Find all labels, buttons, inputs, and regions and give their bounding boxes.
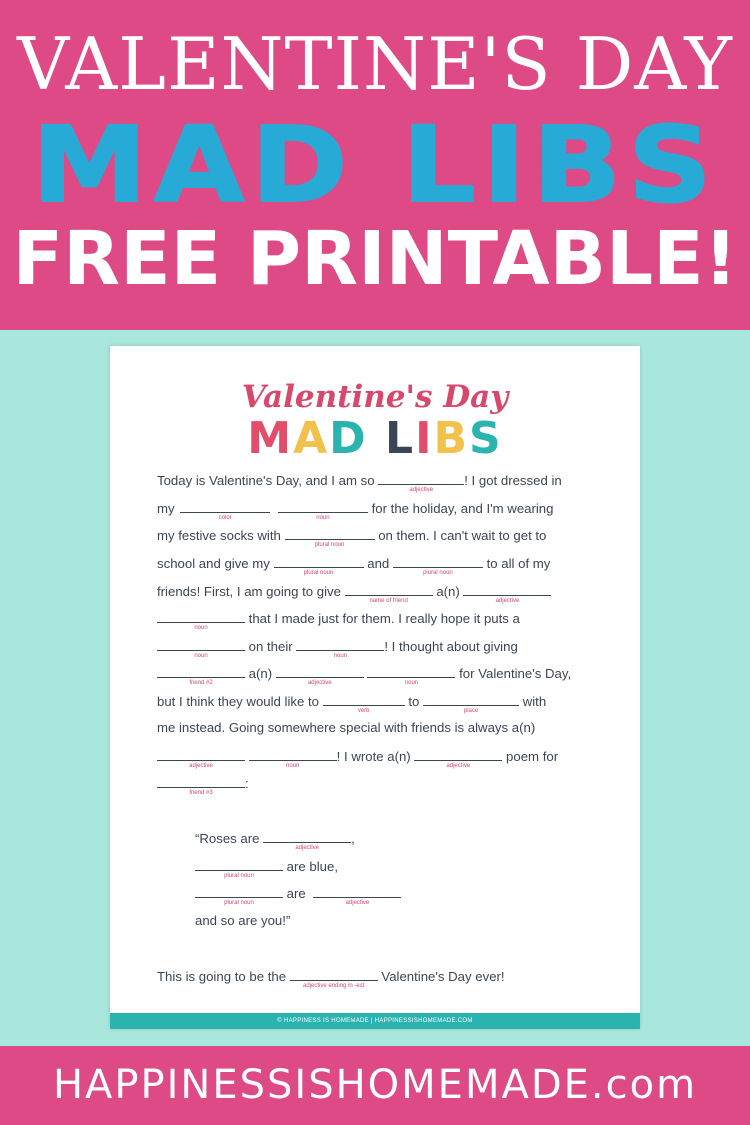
story-fragment: for Valentine's Day, xyxy=(459,666,572,681)
headline-mad-libs: MAD LIBS xyxy=(31,104,719,226)
story-fragment: This is going to be the xyxy=(157,969,287,984)
blank-label: verb xyxy=(357,708,370,714)
title-letter: S xyxy=(468,413,503,464)
blank-label: plural noun xyxy=(303,570,334,576)
blank-label: noun xyxy=(194,625,208,631)
blank-label: friend #2 xyxy=(189,680,213,686)
blank-label: place xyxy=(463,708,479,714)
blank-adjective[interactable] xyxy=(276,665,364,686)
story-line xyxy=(157,968,505,989)
story-fragment: are xyxy=(286,886,306,901)
story-line xyxy=(157,472,562,493)
sheet-title-script: Valentine's Day xyxy=(241,379,509,415)
blank-label: adjective xyxy=(295,845,320,851)
story-fragment: but I think they would like to xyxy=(157,694,320,709)
story-line xyxy=(157,775,249,796)
blank-noun[interactable] xyxy=(367,665,455,686)
title-letter: L xyxy=(385,413,416,464)
blank-plural-noun[interactable] xyxy=(285,527,375,548)
story-line xyxy=(157,748,559,769)
story-fragment: a(n) xyxy=(436,584,460,599)
story-fragment: and so are you!” xyxy=(195,913,291,928)
story-line xyxy=(157,527,547,548)
blank-label: noun xyxy=(316,515,330,521)
blank-label: adjective xyxy=(189,763,213,769)
blank-label: noun xyxy=(194,653,208,659)
blank-noun[interactable] xyxy=(278,500,368,521)
blank-plural-noun[interactable] xyxy=(195,885,283,906)
blank-adjective[interactable] xyxy=(463,583,551,604)
title-letter: A xyxy=(293,413,330,464)
title-letter: M xyxy=(247,413,294,464)
blank-adjective[interactable] xyxy=(263,830,351,851)
blank-friend-2[interactable] xyxy=(157,665,245,686)
story-fragment: : xyxy=(245,776,249,791)
blank-plural-noun[interactable] xyxy=(274,555,364,576)
blank-name-of-friend[interactable] xyxy=(345,583,433,604)
story-fragment: for the holiday, and I'm wearing xyxy=(371,501,554,516)
story-fragment: school and give my xyxy=(157,556,270,571)
blank-color[interactable] xyxy=(180,500,270,521)
blank-label: plural noun xyxy=(224,900,254,906)
blank-label: adjective ending in -est xyxy=(303,983,365,989)
story-fragment: to xyxy=(408,694,420,709)
blank-adjective[interactable] xyxy=(414,748,502,769)
story-fragment: Valentine's Day ever! xyxy=(381,969,505,984)
blank-noun[interactable] xyxy=(157,610,245,631)
story-fragment: my xyxy=(157,501,175,516)
headline-valentines-day: VALENTINE'S DAY xyxy=(17,22,733,106)
poem-line xyxy=(195,858,338,879)
story-fragment: “Roses are xyxy=(195,831,260,846)
blank-place[interactable] xyxy=(423,693,519,714)
blank-label: color xyxy=(218,515,232,521)
story-fragment: ! I got dressed in xyxy=(464,473,562,488)
poem-line xyxy=(195,913,290,928)
blank-verb[interactable] xyxy=(323,693,405,714)
story-fragment: to all of my xyxy=(486,556,551,571)
blank-plural-noun[interactable] xyxy=(393,555,483,576)
title-letter: D xyxy=(329,413,368,464)
blank-adjective[interactable] xyxy=(313,885,401,906)
story-fragment: on them. I can't wait to get to xyxy=(378,528,547,543)
headline-free-printable: FREE PRINTABLE! xyxy=(12,216,738,302)
blank-adjective[interactable] xyxy=(157,748,245,769)
blank-label: plural noun xyxy=(314,542,345,548)
blank-label: friend #3 xyxy=(189,790,213,796)
blank-label: name of friend xyxy=(369,598,408,604)
story-line xyxy=(157,693,547,714)
blank-label: adjective xyxy=(345,900,370,906)
story-line xyxy=(157,500,554,521)
blank-label: adjective xyxy=(307,680,332,686)
story-fragment: that I made just for them. I really hope it puts a xyxy=(248,611,520,626)
blank-adjective-est[interactable] xyxy=(290,968,378,989)
story-fragment: , xyxy=(351,831,355,846)
story-line xyxy=(157,610,520,631)
blank-noun[interactable] xyxy=(157,638,245,659)
printable-sheet xyxy=(110,346,640,1029)
blank-noun[interactable] xyxy=(249,748,337,769)
blank-label: plural noun xyxy=(224,873,254,879)
blank-label: adjective xyxy=(495,598,520,604)
sheet-title-mad-libs xyxy=(110,413,640,464)
top-banner xyxy=(0,0,750,330)
poem-line xyxy=(195,885,401,906)
story-fragment: a(n) xyxy=(248,666,273,681)
story-fragment: me instead. Going somewhere special with friends is always a(n) xyxy=(157,720,536,735)
story-fragment: are blue, xyxy=(286,859,338,874)
blank-label: noun xyxy=(333,653,348,659)
poem-line xyxy=(195,830,355,851)
story-fragment: ! I thought about giving xyxy=(384,639,518,654)
website-url: HAPPINESSISHOMEMADE.com xyxy=(52,1062,698,1108)
story-fragment: friends! First, I am going to give xyxy=(157,584,341,599)
blank-noun[interactable] xyxy=(296,638,384,659)
story-fragment: ! I wrote a(n) xyxy=(336,749,411,764)
blank-plural-noun[interactable] xyxy=(195,858,283,879)
title-letter xyxy=(368,416,385,462)
blank-friend-3[interactable] xyxy=(157,775,245,796)
blank-label: plural noun xyxy=(423,570,453,576)
blank-adjective[interactable] xyxy=(378,472,464,493)
story-fragment: and xyxy=(367,556,390,571)
story-line xyxy=(157,638,518,659)
sheet-footer: © HAPPINESS IS HOMEMADE | HAPPINESSISHOMEMADE.COM xyxy=(110,1013,640,1029)
story-line xyxy=(157,720,535,735)
blank-label: noun xyxy=(404,680,419,686)
story-fragment: on their xyxy=(248,639,293,654)
story-line xyxy=(157,583,551,604)
story-fragment: poem for xyxy=(506,749,559,764)
story-line xyxy=(157,555,551,576)
blank-label: adjective xyxy=(409,487,434,493)
blank-label: noun xyxy=(285,763,300,769)
story-fragment: with xyxy=(522,694,547,709)
story-line xyxy=(157,665,572,686)
title-letter: I xyxy=(415,413,434,464)
title-letter: B xyxy=(433,413,469,464)
story-fragment: Today is Valentine's Day, and I am so xyxy=(157,473,375,488)
story-fragment: my festive socks with xyxy=(157,528,281,543)
blank-label: adjective xyxy=(446,763,471,769)
bottom-banner xyxy=(0,1046,750,1125)
